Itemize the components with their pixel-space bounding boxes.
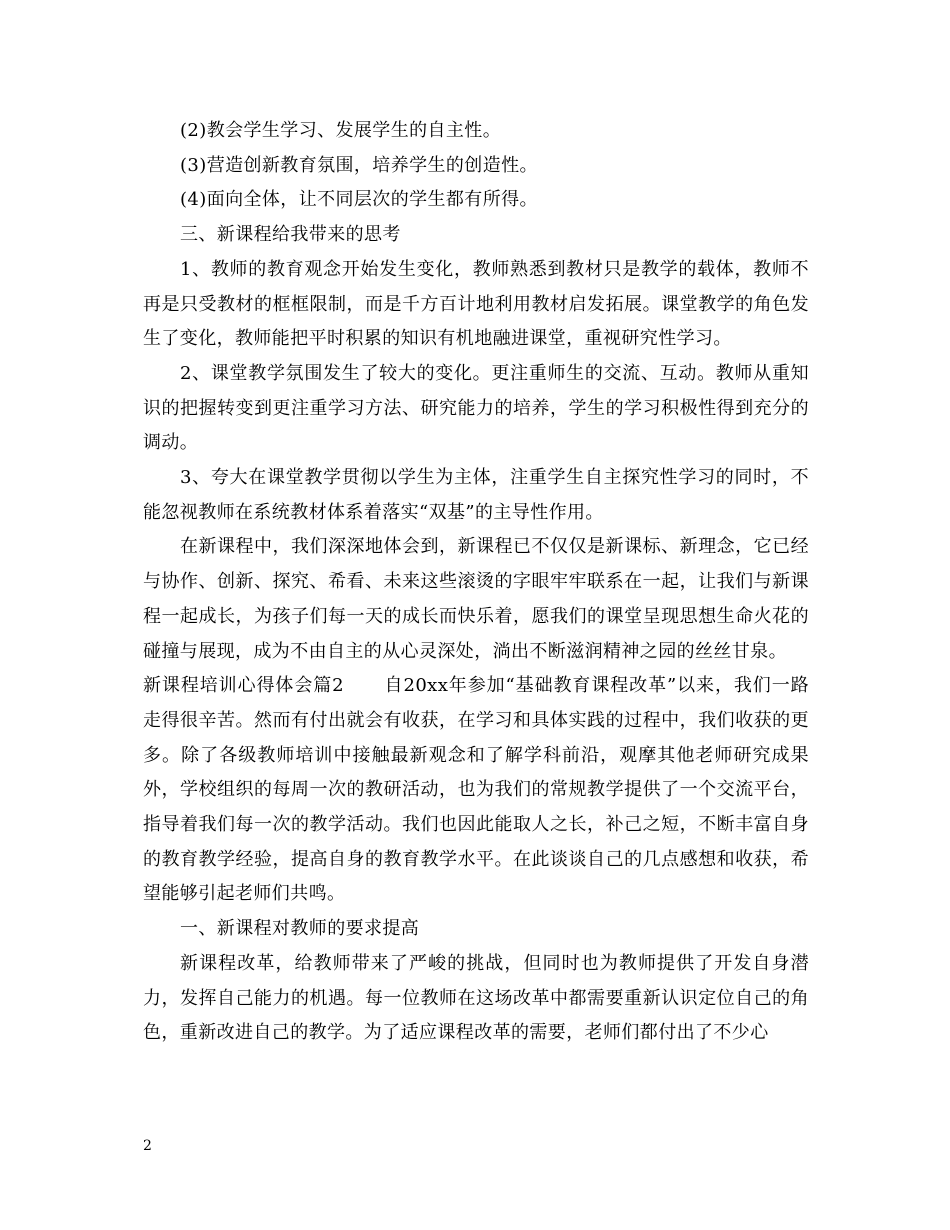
section-heading-3: 三、新课程给我带来的思考 bbox=[180, 224, 401, 246]
list-item-2: (2)教会学生学习、发展学生的自主性。 bbox=[180, 120, 502, 141]
article-start-paragraph bbox=[143, 669, 809, 912]
article-title: 新课程培训心得体会篇2 bbox=[143, 675, 345, 697]
paragraph-reflection-1: 1、教师的教育观念开始发生变化，教师熟悉到教材只是教学的载体，教师不再是只受教材的框框限制，而是千方百计地利用教材启发拓展。课堂教学的角色发生了变化，教师能把平时积累的知识有机地融进课堂，重视研究性学习。 bbox=[143, 258, 809, 350]
list-item-3: (3)营造创新教育氛围，培养学生的创造性。 bbox=[180, 154, 538, 176]
paragraph-reflection-3: 3、夸大在课堂教学贯彻以学生为主体，注重学生自主探究性学习的同时，不能忽视教师在系统教材体系着落实“双基”的主导性作用。 bbox=[143, 467, 809, 523]
document-body bbox=[143, 114, 809, 1051]
page-number: 2 bbox=[143, 1138, 152, 1154]
paragraph-conclusion: 在新课程中，我们深深地体会到，新课程已不仅仅是新课标、新理念，它已经与协作、创新、探究、希看、未来这些滚烫的字眼牢牢联系在一起，让我们与新课程一起成长，为孩子们每一天的成长而快乐着，愿我们的课堂呈现思想生命火花的碰撞与展现，成为不由自主的从心灵深处，淌出不断滋润精神之园的丝丝甘泉。 bbox=[143, 536, 809, 662]
article-intro: 自20xx年参加“基础教育课程改革”以来，我们一路走得很辛苦。然而有付出就会有收获，在学习和具体实践的过程中，我们收获的更多。除了各级教师培训中接触最新观念和了解学科前沿，观摩其他老师研究成果外，学校组织的每周一次的教研活动，也为我们的常规教学提供了一个交流平台，指导着我们每一次的教学活动。我们也因此能取人之长，补己之短，不断丰富自身的教育教学经验，提高自身的教育教学水平。在此谈谈自己的几点感想和收获，希望能够引起老师们共鸣。 bbox=[143, 675, 810, 905]
closing-paragraph: 新课程改革，给教师带来了严峻的挑战，但同时也为教师提供了开发自身潜力，发挥自己能力的机遇。每一位教师在这场改革中都需要重新认识定位自己的角色，重新改进自己的教学。为了适应课程改革的需要，老师们都付出了不少心 bbox=[143, 952, 809, 1044]
list-item-4: (4)面向全体，让不同层次的学生都有所得。 bbox=[180, 189, 538, 211]
paragraph-reflection-2: 2、课堂教学氛围发生了较大的变化。更注重师生的交流、互动。教师从重知识的把握转变到更注重学习方法、研究能力的培养，学生的学习积极性得到充分的调动。 bbox=[143, 362, 809, 454]
section-heading-1: 一、新课程对教师的要求提高 bbox=[180, 918, 420, 940]
